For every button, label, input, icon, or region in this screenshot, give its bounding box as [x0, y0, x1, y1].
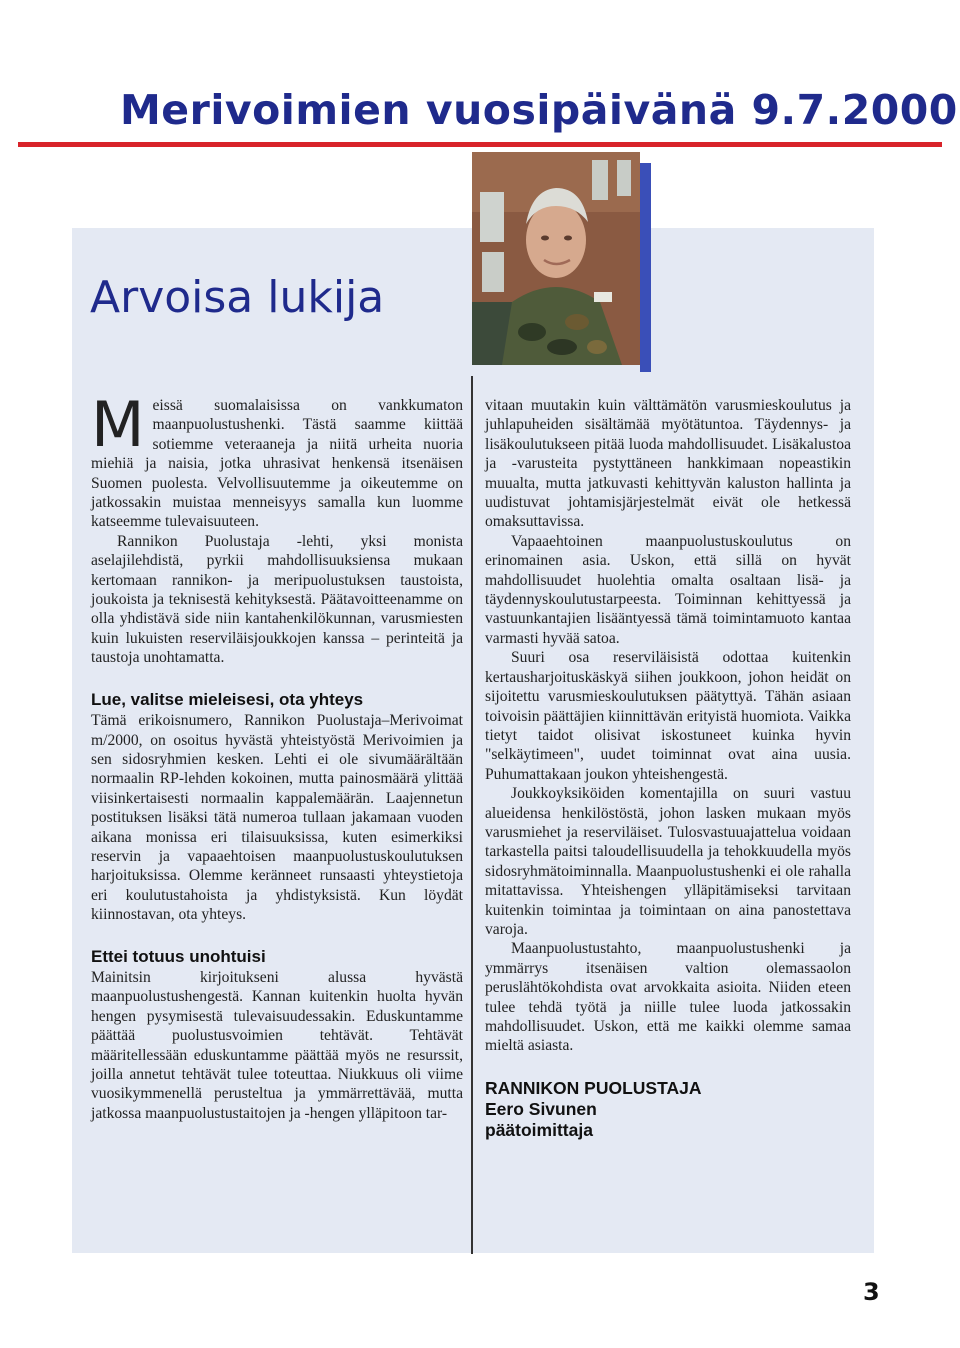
drop-cap: M: [91, 388, 145, 461]
paragraph: Rannikon Puolustaja -lehti, yksi monista aselajilehdistä, pyrkii mahdollisuuksiensa mukaan kertomaan rannikon- ja meripuolustuksen taustoista, joukoista ja teknisestä kehityksestä. Päätavoitteenamme on olla yhdistävä side niin kantahenkilökunnan, varusmiesten kuin lukuisten reserviläisjoukkojen kanssa – perinteitä ja taustoja unohtamatta.: [91, 532, 463, 667]
paragraph: Maanpuolustustahto, maanpuolustushenki ja ymmärrys itsenäisen valtion olemassaolon peruslähtökohdista ovat arvokkaita asioita. Niiden eteen tulee tehdä työtä ja niille tulee luoda jatkossakin mahdollisuudet. Uskon, että me kaikki olemme samaa mieltä asiasta.: [485, 940, 851, 1055]
signature-name: Eero Sivunen: [485, 1098, 597, 1119]
paragraph: Mainitsin kirjoitukseni alussa hyvästä maanpuolustushengestä. Kannan kuitenkin huolta hyvän hengen pysymisestä tulevaisuudessakin. Eduskuntamme päättää puolustusvoimien tehtävät. Tehtävät määritellessään eduskuntamme päättää myös ne resurssit, joilla annetut tehtävät tulee toteuttaa. Niukkuus oli viime vuosikymmenellä perusteltua ja ymmärrettävää, mutta jatkossa maanpuolustustaitojen ja -hengen ylläpitoon tar-: [91, 968, 463, 1122]
article-heading: Arvoisa lukija: [90, 272, 385, 323]
signature-block: [485, 1078, 851, 1141]
subheading-contact: Lue, valitse mieleisesi, ota yhteys: [91, 689, 364, 709]
right-column: [485, 396, 851, 1141]
paragraph: Suuri osa reserviläisistä odottaa kuitenkin kertausharjoituskäskyä siihen joukkoon, johon heidät on sijoitettu varusmieskoulutuksen päätyttyä. Tähän asiaan toivoisin päättäjien kiinnittävän erityistä huomiota. Vaikka tietyt taidot olisivat iskostuneet kuinka hyvin "selkäytimeen", uudet toiminnat ovat aina uusia. Puhumattakaan joukon yhteishengestä.: [485, 649, 851, 783]
left-column: [91, 388, 463, 1123]
intro-paragraph: [91, 388, 463, 532]
paragraph: Joukkoyksiköiden komentajilla on suuri vastuu alueidensa henkilöstöstä, johon lasken mukaan myös varusmiehet ja reserviläiset. Tulosvastuuajattelua voidaan tarkastella paitsi taloudellisuudella ja tehokkuudella myös sidosryhmätoiminnalla. Maanpuolustushenki ei ole rahalla mitattavissa. Yhteishengen ylläpitämiseksi tarvitaan kuitenkin toimintaa ja toimintaan on aina panostettava varoja.: [485, 785, 851, 938]
intro-paragraph-text: eissä suomalaisissa on vankkumaton maanpuolustushenki. Tästä saamme kiittää sotiemme veteraaneja ja niitä urheita nuoria miehiä ja naisia, jotka uhrasivat henkensä itsenäisen Suomen puolesta. Velvollisuutemme ja oikeutemme on jatkossakin muistaa menneisyys samalla kun luomme katseemme tulevaisuuteen.: [91, 397, 463, 531]
photo-accent-bar: [640, 163, 651, 372]
portrait-photo-icon: [472, 152, 640, 365]
masthead-title: Merivoimien vuosipäivänä 9.7.2000: [120, 86, 958, 134]
portrait-photo: [472, 152, 640, 365]
signature-publication: RANNIKON PUOLUSTAJA: [485, 1077, 702, 1098]
masthead-rule: [18, 142, 942, 147]
signature-title: päätoimittaja: [485, 1119, 593, 1140]
paragraph: Tämä erikoisnumero, Rannikon Puolustaja–Merivoimat m/2000, on osoitus hyvästä yhteistyöstä Merivoimien ja sen sidosryhmien kesken. Lehti ei ole sivumäärältään normaalin RP-lehden kokoinen, mutta painosmäärä ylittää viisinkertaisesti normaalin kappalemäärän. Laajennetun postituksen lisäksi tätä numeroa tullaan jakamaan vuoden aikana monissa eri tilaisuuksissa, kuten esimerkiksi reservin ja vapaaehtoisen maanpuolustuskoulutuksen harjoituksissa. Olemme keränneet runsaasti yhteystietoja eri koulutustahoista ja yhdistyksistä. Kun löydät kiinnostavan, ota yhteys.: [91, 712, 463, 924]
subheading-truth: Ettei totuus unohtuisi: [91, 946, 266, 966]
column-divider: [471, 376, 473, 1254]
page-number: 3: [863, 1278, 880, 1306]
paragraph: Vapaaehtoinen maanpuolustuskoulutus on erinomainen asia. Uskon, että sillä on hyvät mahdollisuudet huolehtia omalta osaltaan lisä- ja täydennyskoulutustarpeesta. Toiminnan kehittyessä ja vastuunkantajien lisääntyessä tämä toimintamuoto kantaa varmasti hyvää satoa.: [485, 532, 851, 647]
paragraph: vitaan muutakin kuin välttämätön varusmieskoulutus ja juhlapuheiden sisältämää myötätuntoa. Täydennys- ja lisäkoulutukseen pitää luoda mahdollisuudet. Lisäkalustoa ja -varusteita pystyttäneen hankkimaan nopeastikin muualta, mutta jatkuvasti kehittyvän kaluston hallinta ja uudistuvat johtamisjärjestelmät eivät ole hetkessä omaksuttavissa.: [485, 397, 851, 531]
